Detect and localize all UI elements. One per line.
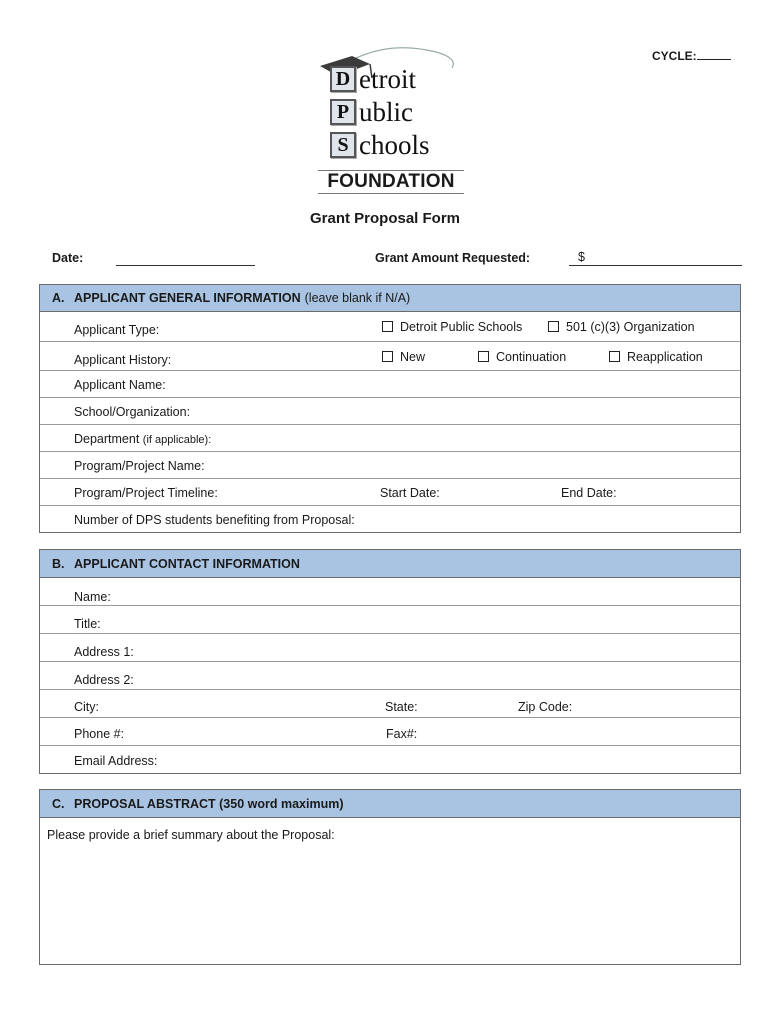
section-b-title: APPLICANT CONTACT INFORMATION — [74, 556, 300, 571]
date-label: Date: — [52, 251, 84, 265]
logo-row-detroit — [330, 64, 416, 94]
dps-students-label: Number of DPS students benefiting from Proposal: — [74, 513, 355, 527]
address1-row[interactable] — [40, 634, 740, 662]
logo-letter-p: P — [330, 99, 356, 125]
address2-label: Address 2: — [74, 673, 134, 687]
logo-word-etroit: etroit — [359, 63, 416, 94]
program-name-label: Program/Project Name: — [74, 459, 205, 473]
applicant-history-row — [40, 342, 740, 371]
state-label[interactable]: State: — [385, 700, 418, 714]
grant-amount-label: Grant Amount Requested: — [375, 251, 531, 265]
logo-letter-s: S — [330, 132, 356, 158]
department-label: Department — [74, 432, 140, 446]
applicant-name-row[interactable] — [40, 371, 740, 398]
address2-row[interactable] — [40, 662, 740, 690]
checkbox-new[interactable] — [382, 350, 425, 364]
section-applicant-contact-info — [39, 549, 741, 774]
section-c-header — [40, 790, 740, 818]
section-c-letter: C. — [52, 796, 65, 811]
logo-word-ublic: ublic — [359, 96, 413, 127]
checkbox-label: Reapplication — [627, 350, 703, 364]
logo-letter-d: D — [330, 66, 356, 92]
applicant-history-label: Applicant History: — [74, 353, 172, 367]
email-label: Email Address: — [74, 754, 158, 768]
section-a-letter: A. — [52, 291, 65, 305]
checkbox-box[interactable] — [382, 351, 393, 362]
form-title: Grant Proposal Form — [309, 210, 461, 227]
checkbox-box[interactable] — [609, 351, 620, 362]
contact-name-label: Name: — [74, 590, 111, 604]
school-organization-label: School/Organization: — [74, 405, 191, 419]
section-proposal-abstract — [39, 789, 741, 965]
logo-row-public — [330, 97, 413, 127]
section-a-note: (leave blank if N/A) — [304, 291, 411, 305]
checkbox-box[interactable] — [478, 351, 489, 362]
city-state-zip-row — [40, 690, 740, 718]
checkbox-detroit-public-schools[interactable] — [382, 320, 522, 334]
cycle-label: CYCLE: — [652, 49, 697, 63]
phone-fax-row — [40, 718, 740, 746]
section-c-title: PROPOSAL ABSTRACT (350 word maximum) — [74, 796, 344, 811]
checkbox-label: 501 (c)(3) Organization — [566, 320, 695, 334]
zip-code-label[interactable]: Zip Code: — [518, 700, 573, 714]
applicant-type-row — [40, 312, 740, 342]
cycle-blank[interactable] — [697, 48, 731, 60]
checkbox-label: Continuation — [496, 350, 567, 364]
logo-word-chools: chools — [359, 129, 430, 160]
checkbox-label: New — [400, 350, 426, 364]
contact-title-row[interactable] — [40, 606, 740, 634]
dps-students-row[interactable] — [40, 506, 740, 532]
email-row[interactable] — [40, 746, 740, 773]
checkbox-box[interactable] — [548, 321, 559, 332]
contact-title-label: Title: — [74, 617, 101, 631]
end-date-label[interactable]: End Date: — [561, 486, 617, 500]
abstract-text-area[interactable] — [40, 818, 740, 964]
section-b-header — [40, 550, 740, 578]
department-label-group — [74, 432, 211, 446]
logo-foundation-text: FOUNDATION — [318, 170, 464, 194]
currency-symbol: $ — [578, 250, 585, 264]
date-input-line[interactable] — [116, 265, 255, 266]
section-a-header — [40, 285, 740, 312]
address1-label: Address 1: — [74, 645, 134, 659]
checkbox-continuation[interactable] — [478, 350, 566, 364]
logo-row-schools — [330, 130, 430, 160]
phone-label[interactable]: Phone #: — [74, 727, 125, 741]
department-note: (if applicable): — [142, 434, 212, 446]
checkbox-label: Detroit Public Schools — [400, 320, 523, 334]
applicant-type-label: Applicant Type: — [74, 323, 160, 337]
department-row[interactable] — [40, 425, 740, 452]
program-timeline-label: Program/Project Timeline: — [74, 486, 218, 500]
checkbox-reapplication[interactable] — [609, 350, 703, 364]
program-name-row[interactable] — [40, 452, 740, 479]
section-a-title: APPLICANT GENERAL INFORMATION — [74, 291, 301, 305]
section-b-letter: B. — [52, 556, 65, 571]
cycle-field[interactable] — [652, 48, 731, 63]
abstract-prompt: Please provide a brief summary about the Proposal: — [47, 828, 335, 842]
school-organization-row[interactable] — [40, 398, 740, 425]
start-date-label[interactable]: Start Date: — [380, 486, 440, 500]
dps-foundation-logo — [316, 40, 468, 196]
fax-label[interactable]: Fax#: — [386, 727, 418, 741]
checkbox-box[interactable] — [382, 321, 393, 332]
city-label[interactable]: City: — [74, 700, 99, 714]
contact-name-row[interactable] — [40, 578, 740, 606]
grant-amount-input-line[interactable] — [569, 265, 742, 266]
program-timeline-row — [40, 479, 740, 506]
applicant-name-label: Applicant Name: — [74, 378, 166, 392]
checkbox-501c3-organization[interactable] — [548, 320, 695, 334]
section-applicant-general-info — [39, 284, 741, 533]
